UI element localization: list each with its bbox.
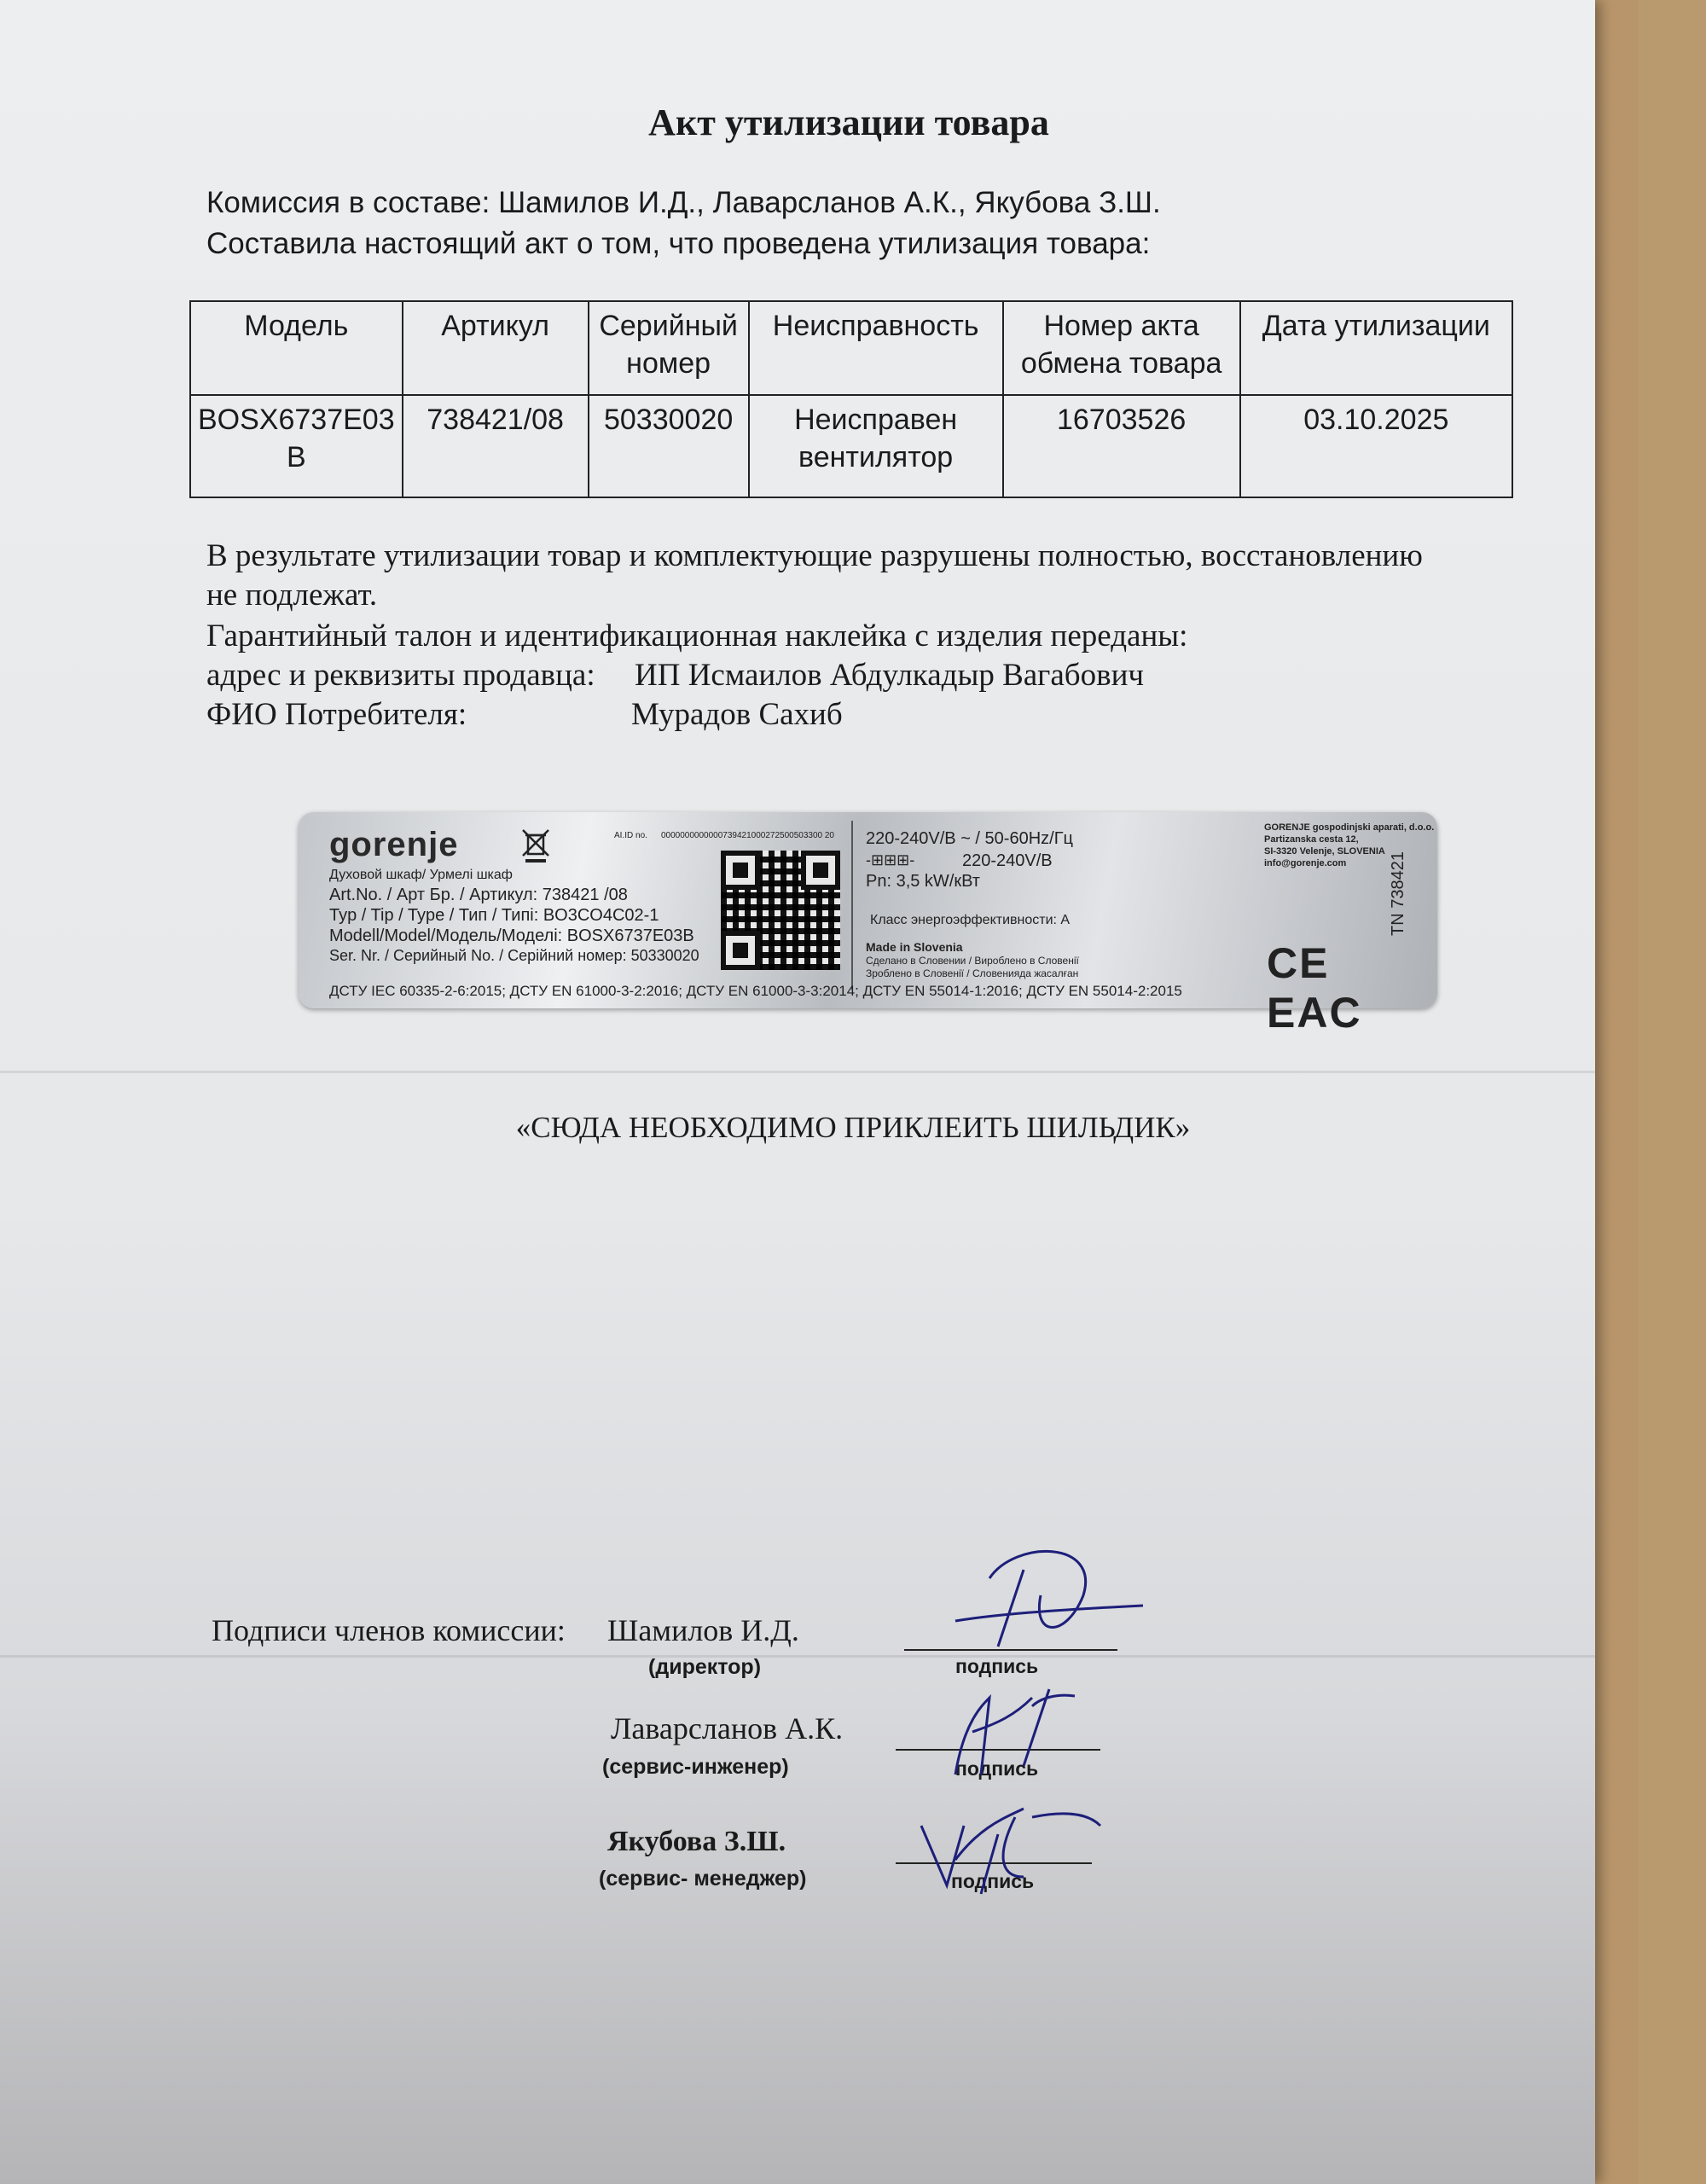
plate-voltage: 220-240V/В ~ / 50-60Hz/Гц (866, 829, 1073, 848)
plate-product: Духовой шкаф/ Урмелі шкаф (329, 868, 513, 882)
plate-maker: info@gorenje.com (1264, 858, 1347, 868)
member-role: (сервис- менеджер) (599, 1867, 807, 1891)
result-text: В результате утилизации товар и комплектующие разрушены полностью, восстановлению (206, 538, 1423, 573)
disposal-table (189, 300, 1513, 498)
seller-value: ИП Исмаилов Абдулкадыр Вагабович (635, 658, 1144, 693)
plate-power: Pn: 3,5 kW/кВт (866, 872, 980, 891)
signature-label: подпись (955, 1655, 1039, 1677)
plate-serial: Ser. Nr. / Серийный No. / Серійний номер: 50330020 (329, 947, 699, 964)
plate-divider (851, 821, 853, 990)
plate-maker: SI-3320 Velenje, SLOVENIA (1264, 846, 1385, 857)
seller-label: адрес и реквизиты продавца: (206, 658, 595, 693)
table-header: Номер акта обмена товара (1003, 301, 1240, 395)
brand-logo: gorenje (329, 826, 459, 863)
table-row (190, 395, 1512, 497)
plate-maker: GORENJE gospodinjski aparati, d.o.o. (1264, 822, 1435, 833)
signature-label: подпись (955, 1757, 1039, 1780)
table-cell-model: BOSX6737E03 B (190, 395, 403, 497)
plate-dc-voltage: 220-240V/В (962, 851, 1053, 870)
signature-scribble (921, 1672, 1092, 1783)
plate-type: Typ / Tip / Type / Тип / Типі: BO3CO4C02-1 (329, 906, 659, 925)
plate-aiid-label: AI.ID no. (614, 831, 647, 840)
table-header: Дата утилизации (1240, 301, 1512, 395)
table-cell-article: 738421/08 (403, 395, 589, 497)
ce-eac-mark: CE EAC (1267, 939, 1362, 1037)
statement-line: Составила настоящий акт о том, что проведена утилизация товара: (206, 227, 1151, 260)
table-header-row (190, 301, 1512, 395)
rating-plate-sticker (299, 812, 1437, 1037)
plate-standards: ДСТУ IEC 60335-2-6:2015; ДСТУ EN 61000-3-2:2016; ДСТУ EN 61000-3-3:2014; ДСТУ EN 55014-1:2016; ДСТУ EN 55014-2:2015 (329, 983, 1182, 999)
member-role: (сервис-инженер) (602, 1755, 789, 1779)
plate-aiid-value: 0000000000000739421000272500503300 20 (661, 831, 834, 840)
member-name: Якубова З.Ш. (607, 1826, 786, 1857)
table-header: Неисправность (749, 301, 1003, 395)
signature-scribble (938, 1536, 1160, 1655)
signature-label: подпись (951, 1870, 1035, 1892)
battery-icon: -⊞⊞⊞- (866, 851, 915, 868)
paper-fold (0, 1655, 1595, 1658)
member-name: Шамилов И.Д. (607, 1613, 799, 1647)
plate-model: Modell/Model/Модель/Моделі: BOSX6737E03B (329, 926, 694, 945)
consumer-value: Мурадов Сахиб (631, 697, 843, 732)
plate-made-in: Made in Slovenia (866, 940, 963, 954)
document-title: Акт утилизации товара (648, 102, 1049, 143)
result-text: не подлежат. (206, 578, 378, 613)
plate-maker: Partizanska cesta 12, (1264, 834, 1359, 845)
table-cell-date: 03.10.2025 (1240, 395, 1512, 497)
plate-energy-class: Класс энергоэффективности: А (870, 913, 1071, 927)
plate-made-in-ru: Сделано в Словении / Вироблено в Словенії (866, 955, 1079, 967)
crossed-bin-icon (520, 828, 551, 863)
table-cell-serial: 50330020 (589, 395, 749, 497)
member-role: (директор) (648, 1655, 762, 1679)
table-header: Артикул (403, 301, 589, 395)
qr-code (721, 851, 840, 970)
consumer-label: ФИО Потребителя: (206, 697, 467, 732)
plate-made-in-kz: Зроблено в Словенії / Словенияда жасалған (866, 967, 1079, 979)
table-header: Модель (190, 301, 403, 395)
table-cell-exchange-act: 16703526 (1003, 395, 1240, 497)
signature-scribble (904, 1792, 1109, 1902)
commission-line: Комиссия в составе: Шамилов И.Д., Лаварсланов А.К., Якубова З.Ш. (206, 186, 1161, 219)
signatures-heading: Подписи членов комиссии: (212, 1613, 566, 1647)
table-cell-defect: Неисправен вентилятор (749, 395, 1003, 497)
plate-vertical-code: TN 738421 (1389, 851, 1407, 936)
paper-fold (0, 1071, 1595, 1073)
table-header: Серийный номер (589, 301, 749, 395)
warranty-text: Гарантийный талон и идентификационная наклейка с изделия переданы: (206, 619, 1188, 653)
member-name: Лаварсланов А.К. (611, 1711, 844, 1745)
plate-article: Art.No. / Арт Бр. / Артикул: 738421 /08 (329, 886, 628, 904)
attach-plate-instruction: «СЮДА НЕОБХОДИМО ПРИКЛЕИТЬ ШИЛЬДИК» (515, 1111, 1191, 1144)
